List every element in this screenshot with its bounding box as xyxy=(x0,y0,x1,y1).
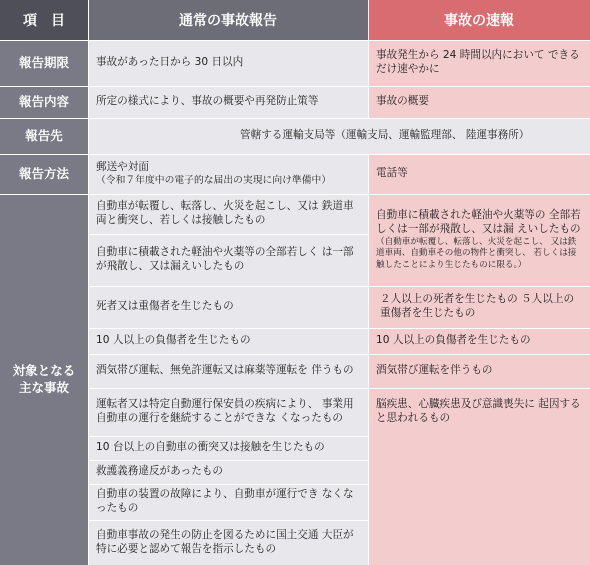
target-normal-5: 酒気帯び運転、無免許運転又は麻薬等運転を 伴うもの xyxy=(88,354,368,388)
row-divider xyxy=(0,40,590,41)
content-normal: 所定の様式により、事故の概要や再発防止策等 xyxy=(88,86,368,118)
row-divider xyxy=(0,86,590,87)
row-divider xyxy=(88,234,368,235)
target-prompt-disease: 脳疾患、心臓疾患及び意識喪失に 起因すると思われるもの xyxy=(368,388,590,436)
period-prompt: 事故発生から 24 時間以内において できるだけ速やかに xyxy=(368,40,590,86)
target-normal-6: 運転者又は特定自動運行保安員の疾病により、 事業用自動車の運行を継続することができな くなったもの xyxy=(88,388,368,436)
target-normal-3: 死者又は重傷者を生じたもの xyxy=(88,286,368,328)
target-normal-9: 自動車の装置の故障により、自動車が運行でき なくなったもの xyxy=(88,484,368,520)
method-prompt: 電話等 xyxy=(368,154,590,194)
row-divider xyxy=(88,520,368,521)
row-divider xyxy=(88,436,368,437)
method-normal-note: （令和７年度中の電子的な届出の実現に向け準備中） xyxy=(96,174,332,186)
target-normal-4: 10 人以上の負傷者を生じたもの xyxy=(88,328,368,354)
row-divider xyxy=(88,328,590,329)
target-normal-10: 自動車事故の発生の防止を図るために国土交通 大臣が特に必要と認めて報告を指示したもの xyxy=(88,520,368,565)
target-prompt-injured: 10 人以上の負傷者を生じたもの xyxy=(368,328,590,354)
header-prompt-report: 事故の速報 xyxy=(368,0,590,40)
content-prompt: 事故の概要 xyxy=(368,86,590,118)
target-normal-8: 救護義務違反があったもの xyxy=(88,460,368,484)
row-divider xyxy=(88,286,590,287)
header-item: 項 目 xyxy=(0,0,88,40)
row-label-method: 報告方法 xyxy=(0,154,88,194)
destination-merged: 管轄する運輸支局等（運輸支局、運輸監理部、 陸運事務所） xyxy=(88,118,590,154)
row-divider xyxy=(0,154,590,155)
spill-main-text: 自動車に積載された軽油や火薬等の 全部若しくは一部が飛散し、又は漏 えいしたもの xyxy=(376,209,581,236)
target-prompt-casualty: ２人以上の死者を生じたもの ５人以上の重傷者を生じたもの xyxy=(368,286,590,328)
row-label-target: 対象となる 主な事故 xyxy=(0,194,88,565)
spill-note-text: （自動車が転覆し、転落し、火災を起こし、 又は鉄道車両、自動車その他の物件と衝突し、 若しくは接触したことにより生じたものに限る。） xyxy=(376,237,577,270)
column-divider-1 xyxy=(88,0,89,565)
method-normal-main: 郵送や対面 xyxy=(96,160,149,173)
row-divider xyxy=(88,460,368,461)
period-normal: 事故があった日から 30 日以内 xyxy=(88,40,368,86)
target-normal-1: 自動車が転覆し、転落し、火災を起こし、又は 鉄道車両と衝突し、若しくは接触したもの xyxy=(88,194,368,234)
row-label-period: 報告期限 xyxy=(0,40,88,86)
row-divider xyxy=(88,484,368,485)
row-label-content: 報告内容 xyxy=(0,86,88,118)
target-normal-7: 10 台以上の自動車の衝突又は接触を生じたもの xyxy=(88,436,368,460)
target-normal-2: 自動車に積載された軽油や火薬等の全部若しく は一部が飛散し、又は漏えいしたもの xyxy=(88,234,368,286)
column-divider-2a xyxy=(368,0,369,118)
row-divider xyxy=(88,354,590,355)
column-divider-2b xyxy=(368,154,369,565)
target-prompt-alcohol: 酒気帯び運転を伴うもの xyxy=(368,354,590,388)
row-divider xyxy=(88,388,590,389)
row-divider xyxy=(0,194,590,195)
target-prompt-empty xyxy=(368,436,590,565)
header-normal-report: 通常の事故報告 xyxy=(88,0,368,40)
target-prompt-spill xyxy=(368,194,590,286)
method-normal xyxy=(88,154,368,194)
row-label-destination: 報告先 xyxy=(0,118,88,154)
row-divider xyxy=(0,118,590,119)
